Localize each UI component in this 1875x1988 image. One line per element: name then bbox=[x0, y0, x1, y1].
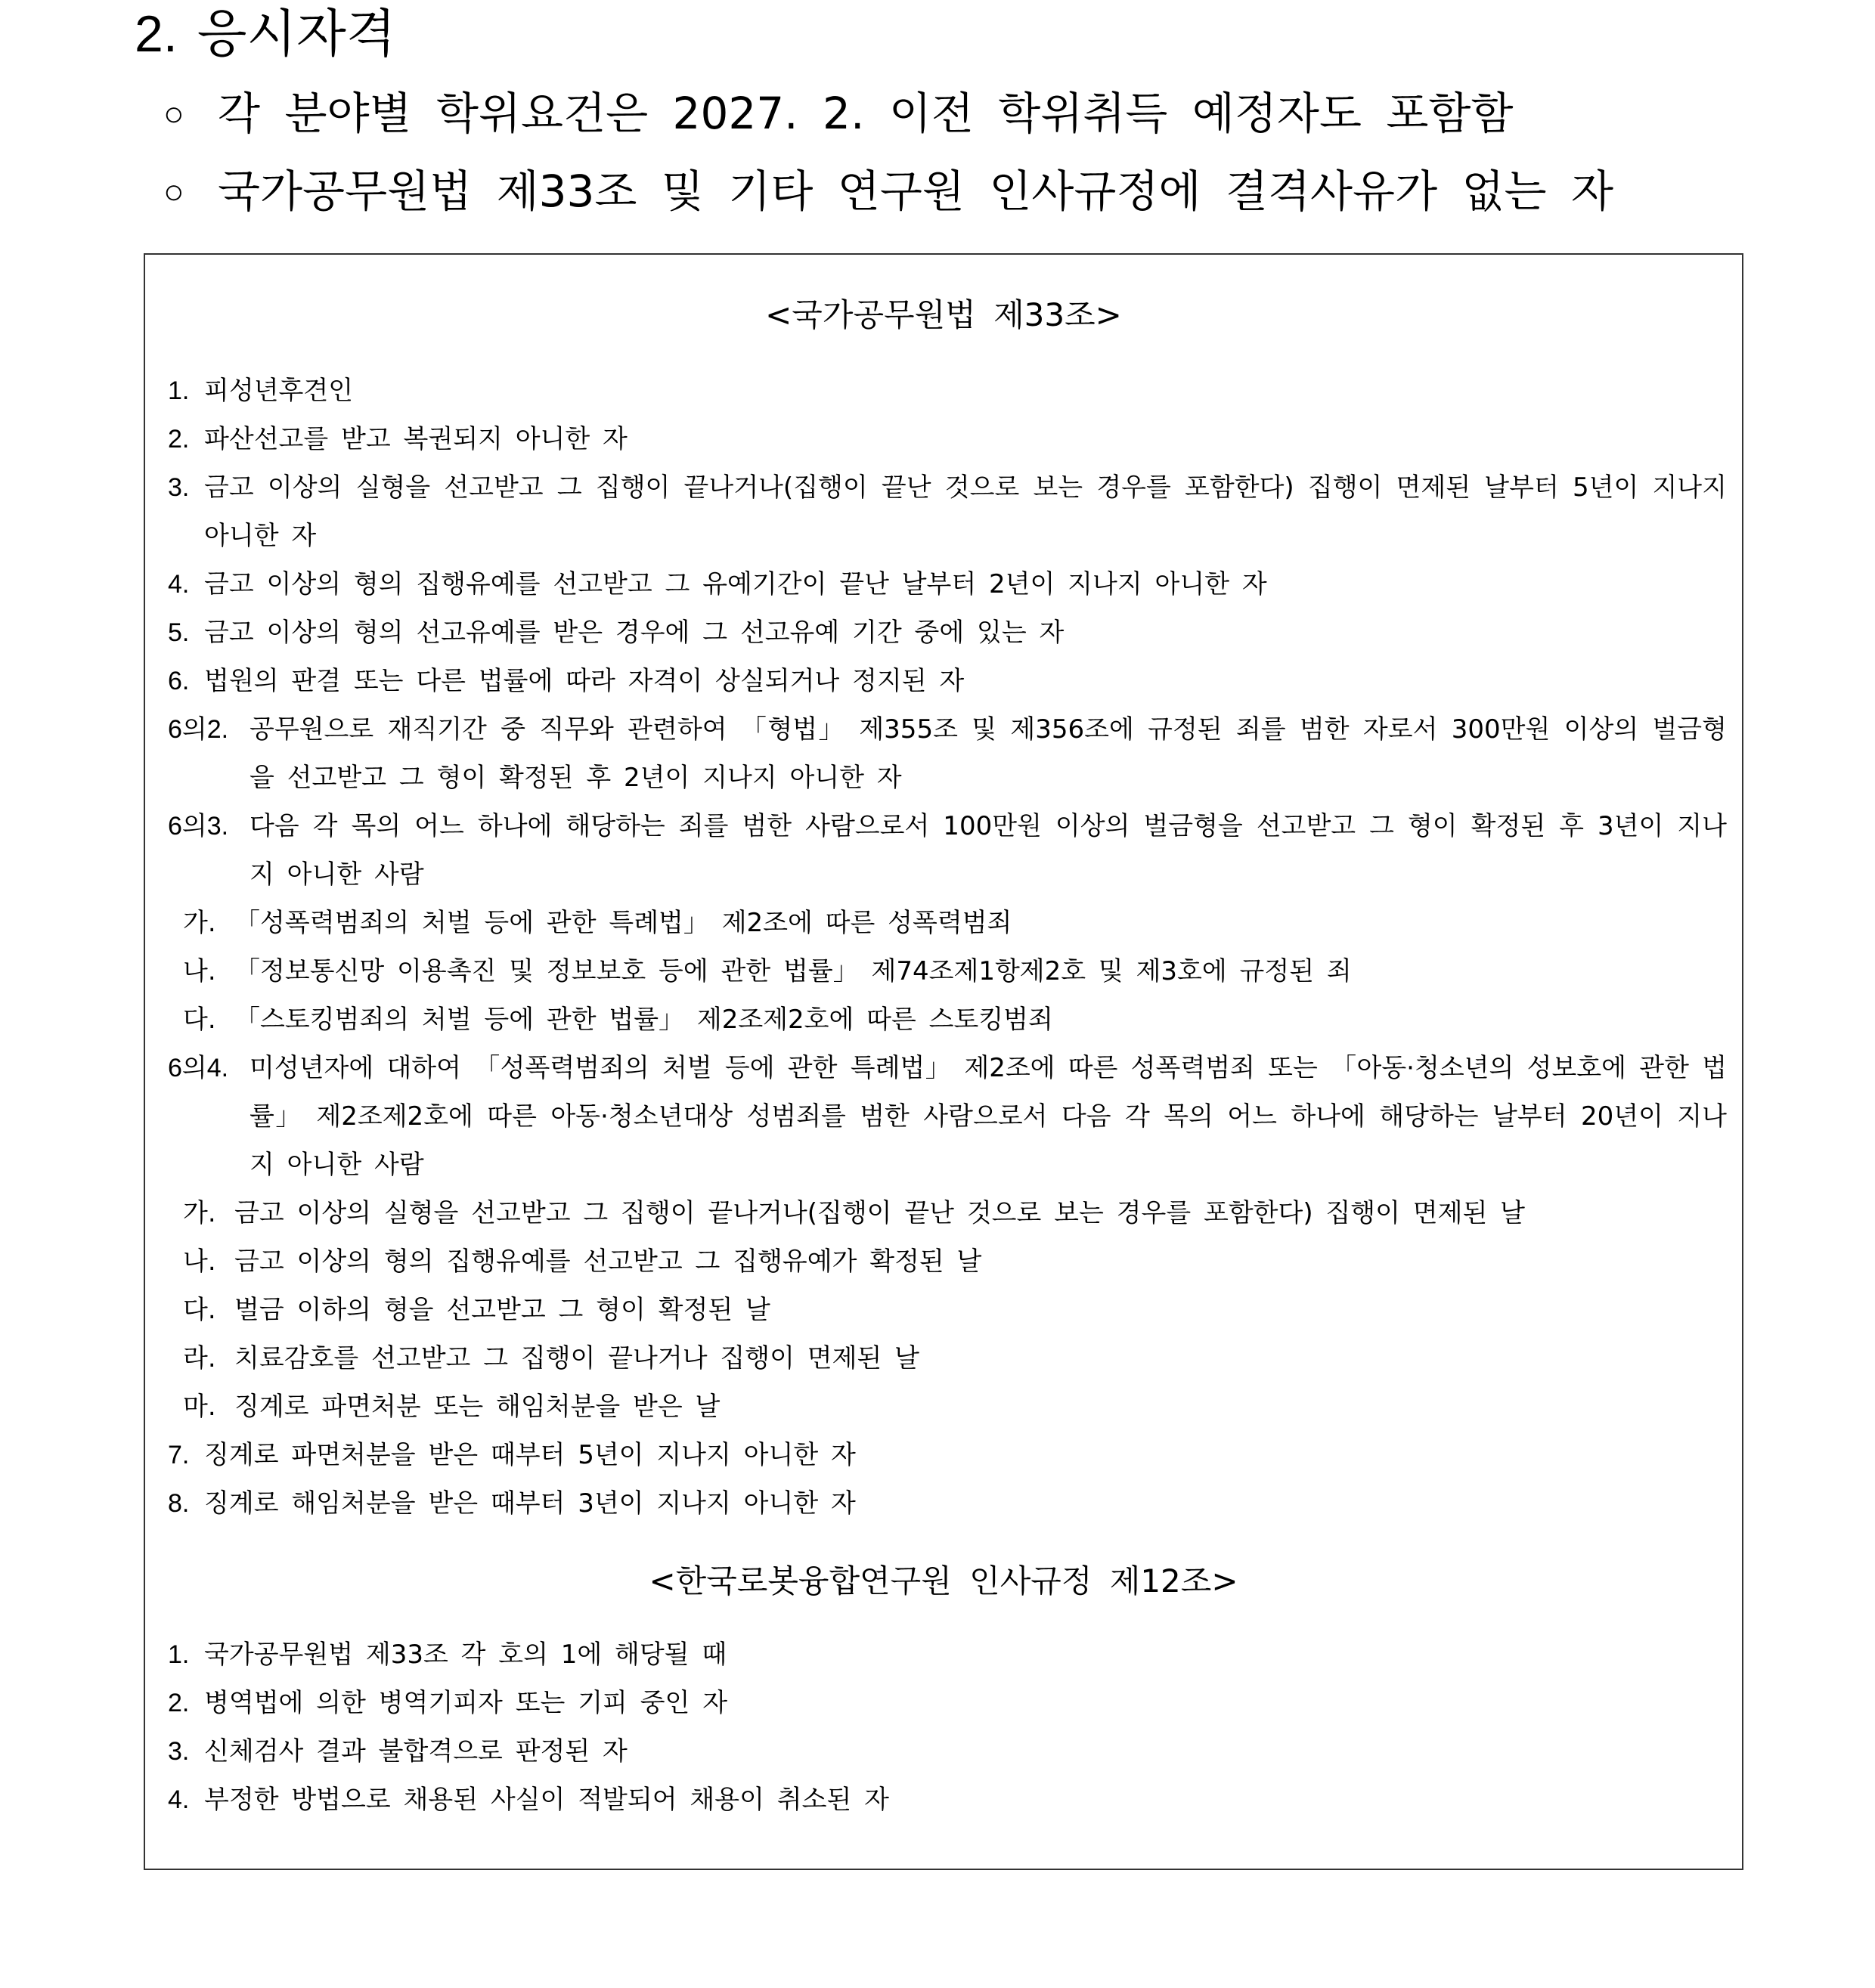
list-item bbox=[168, 1727, 1727, 1776]
item-label: 4. bbox=[168, 570, 190, 599]
item-label: 1. bbox=[168, 1640, 190, 1669]
item-label: 1. bbox=[168, 376, 190, 405]
item-text: 파산선고를 받고 복권되지 아니한 자 bbox=[204, 424, 628, 454]
law-article-list bbox=[168, 367, 1727, 1528]
sub-list-item bbox=[168, 947, 1727, 996]
item-label: 다. bbox=[183, 1295, 216, 1325]
bullet-item bbox=[163, 79, 1514, 149]
sub-list-item bbox=[168, 899, 1727, 947]
item-label: 6의2. bbox=[168, 715, 229, 744]
section-heading bbox=[135, 0, 395, 69]
item-text: 미성년자에 대하여 「성폭력범죄의 처벌 등에 관한 특례법」 제2조에 따른 성폭력범죄 또는 「아동·청소년의 성보호에 관한 법률」 제2조제2호에 따른 아동·청소년대상 성범죄를 범한 사람으로서 다음 각 목의 어느 하나에 해당하는 날부터 20년이 지나지 아니한 사람 bbox=[249, 1053, 1727, 1180]
item-label: 나. bbox=[183, 956, 216, 986]
list-item bbox=[168, 1479, 1727, 1528]
item-text: 「정보통신망 이용촉진 및 정보보호 등에 관한 법률」 제74조제1항제2호 및 제3호에 규정된 죄 bbox=[234, 956, 1352, 986]
item-text: 법원의 판결 또는 다른 법률에 따라 자격이 상실되거나 정지된 자 bbox=[204, 666, 965, 696]
item-text: 징계로 해임처분을 받은 때부터 3년이 지나지 아니한 자 bbox=[204, 1488, 856, 1519]
sub-list-item bbox=[168, 1383, 1727, 1431]
list-item bbox=[168, 1431, 1727, 1479]
list-item bbox=[168, 657, 1727, 705]
item-text: 다음 각 목의 어느 하나에 해당하는 죄를 범한 사람으로서 100만원 이상의 벌금형을 선고받고 그 형이 확정된 후 3년이 지나지 아니한 사람 bbox=[249, 811, 1727, 890]
item-label: 6의4. bbox=[168, 1054, 229, 1082]
item-text: 금고 이상의 형의 집행유예를 선고받고 그 집행유예가 확정된 날 bbox=[234, 1246, 982, 1277]
list-item bbox=[168, 608, 1727, 657]
item-text: 부정한 방법으로 채용된 사실이 적발되어 채용이 취소된 자 bbox=[204, 1785, 889, 1815]
item-text: 금고 이상의 형의 집행유예를 선고받고 그 유예기간이 끝난 날부터 2년이 지나지 아니한 자 bbox=[204, 569, 1267, 599]
item-label: 4. bbox=[168, 1785, 190, 1814]
item-text: 공무원으로 재직기간 중 직무와 관련하여 「형법」 제355조 및 제356조에 규정된 죄를 범한 자로서 300만원 이상의 벌금형을 선고받고 그 형이 확정된 후 2년이 지나지 아니한 자 bbox=[249, 714, 1727, 793]
list-item bbox=[168, 1776, 1727, 1824]
list-item bbox=[168, 1630, 1727, 1679]
item-label: 가. bbox=[183, 1198, 216, 1228]
item-text: 금고 이상의 실형을 선고받고 그 집행이 끝나거나(집행이 끝난 것으로 보는 경우를 포함한다) 집행이 면제된 날부터 5년이 지나지 아니한 자 bbox=[204, 472, 1727, 551]
section-number: 2. bbox=[135, 5, 178, 63]
list-item bbox=[168, 1679, 1727, 1727]
item-label: 2. bbox=[168, 1689, 190, 1717]
list-item bbox=[168, 367, 1727, 415]
sub-list-item bbox=[168, 1237, 1727, 1286]
bullet-item bbox=[163, 157, 1613, 227]
regulation-article-list bbox=[168, 1630, 1727, 1824]
law-heading: <한국로봇융합연구원 인사규정 제12조> bbox=[649, 1562, 1238, 1599]
item-text: 징계로 파면처분을 받은 때부터 5년이 지나지 아니한 자 bbox=[204, 1440, 856, 1470]
item-label: 마. bbox=[183, 1392, 216, 1422]
item-text: 「성폭력범죄의 처벌 등에 관한 특례법」 제2조에 따른 성폭력범죄 bbox=[234, 908, 1012, 938]
list-item bbox=[168, 463, 1727, 560]
sub-list-item bbox=[168, 1334, 1727, 1383]
item-label: 6. bbox=[168, 667, 190, 695]
item-text: 금고 이상의 형의 선고유예를 받은 경우에 그 선고유예 기간 중에 있는 자 bbox=[204, 618, 1065, 648]
list-item bbox=[168, 415, 1727, 463]
law-reference-box bbox=[144, 253, 1743, 1870]
circle-bullet-icon: ○ bbox=[163, 94, 184, 133]
sub-list-item bbox=[168, 1189, 1727, 1237]
item-text: 피성년후견인 bbox=[204, 376, 354, 406]
item-text: 치료감호를 선고받고 그 집행이 끝나거나 집행이 면제된 날 bbox=[234, 1343, 919, 1373]
item-text: 벌금 이하의 형을 선고받고 그 형이 확정된 날 bbox=[234, 1295, 770, 1325]
item-label: 나. bbox=[183, 1246, 216, 1277]
item-label: 2. bbox=[168, 425, 190, 454]
item-label: 가. bbox=[183, 908, 216, 938]
item-label: 3. bbox=[168, 473, 190, 502]
bullet-text: 각 분야별 학위요건은 2027. 2. 이전 학위취득 예정자도 포함함 bbox=[218, 88, 1514, 139]
item-text: 병역법에 의한 병역기피자 또는 기피 중인 자 bbox=[204, 1688, 728, 1718]
list-item bbox=[168, 560, 1727, 608]
item-label: 7. bbox=[168, 1441, 190, 1469]
item-label: 6의3. bbox=[168, 812, 229, 841]
item-label: 3. bbox=[168, 1737, 190, 1766]
circle-bullet-icon: ○ bbox=[163, 172, 184, 211]
item-text: 징계로 파면처분 또는 해임처분을 받은 날 bbox=[234, 1392, 721, 1422]
item-text: 「스토킹범죄의 처벌 등에 관한 법률」 제2조제2호에 따른 스토킹범죄 bbox=[234, 1005, 1053, 1035]
sub-list-item bbox=[168, 996, 1727, 1044]
item-label: 5. bbox=[168, 618, 190, 647]
sub-list-item bbox=[168, 1286, 1727, 1334]
item-text: 국가공무원법 제33조 각 호의 1에 해당될 때 bbox=[204, 1640, 727, 1670]
bullet-text: 국가공무원법 제33조 및 기타 연구원 인사규정에 결격사유가 없는 자 bbox=[218, 166, 1614, 217]
list-item bbox=[168, 802, 1727, 899]
item-label: 다. bbox=[183, 1005, 216, 1035]
item-text: 금고 이상의 실형을 선고받고 그 집행이 끝나거나(집행이 끝난 것으로 보는 경우를 포함한다) 집행이 면제된 날 bbox=[234, 1198, 1525, 1228]
list-item bbox=[168, 705, 1727, 802]
list-item bbox=[168, 1044, 1727, 1189]
item-text: 신체검사 결과 불합격으로 판정된 자 bbox=[204, 1736, 628, 1767]
item-label: 라. bbox=[183, 1343, 216, 1373]
law-heading: <국가공무원법 제33조> bbox=[765, 296, 1122, 333]
section-title: 응시자격 bbox=[197, 5, 396, 64]
item-label: 8. bbox=[168, 1489, 190, 1518]
